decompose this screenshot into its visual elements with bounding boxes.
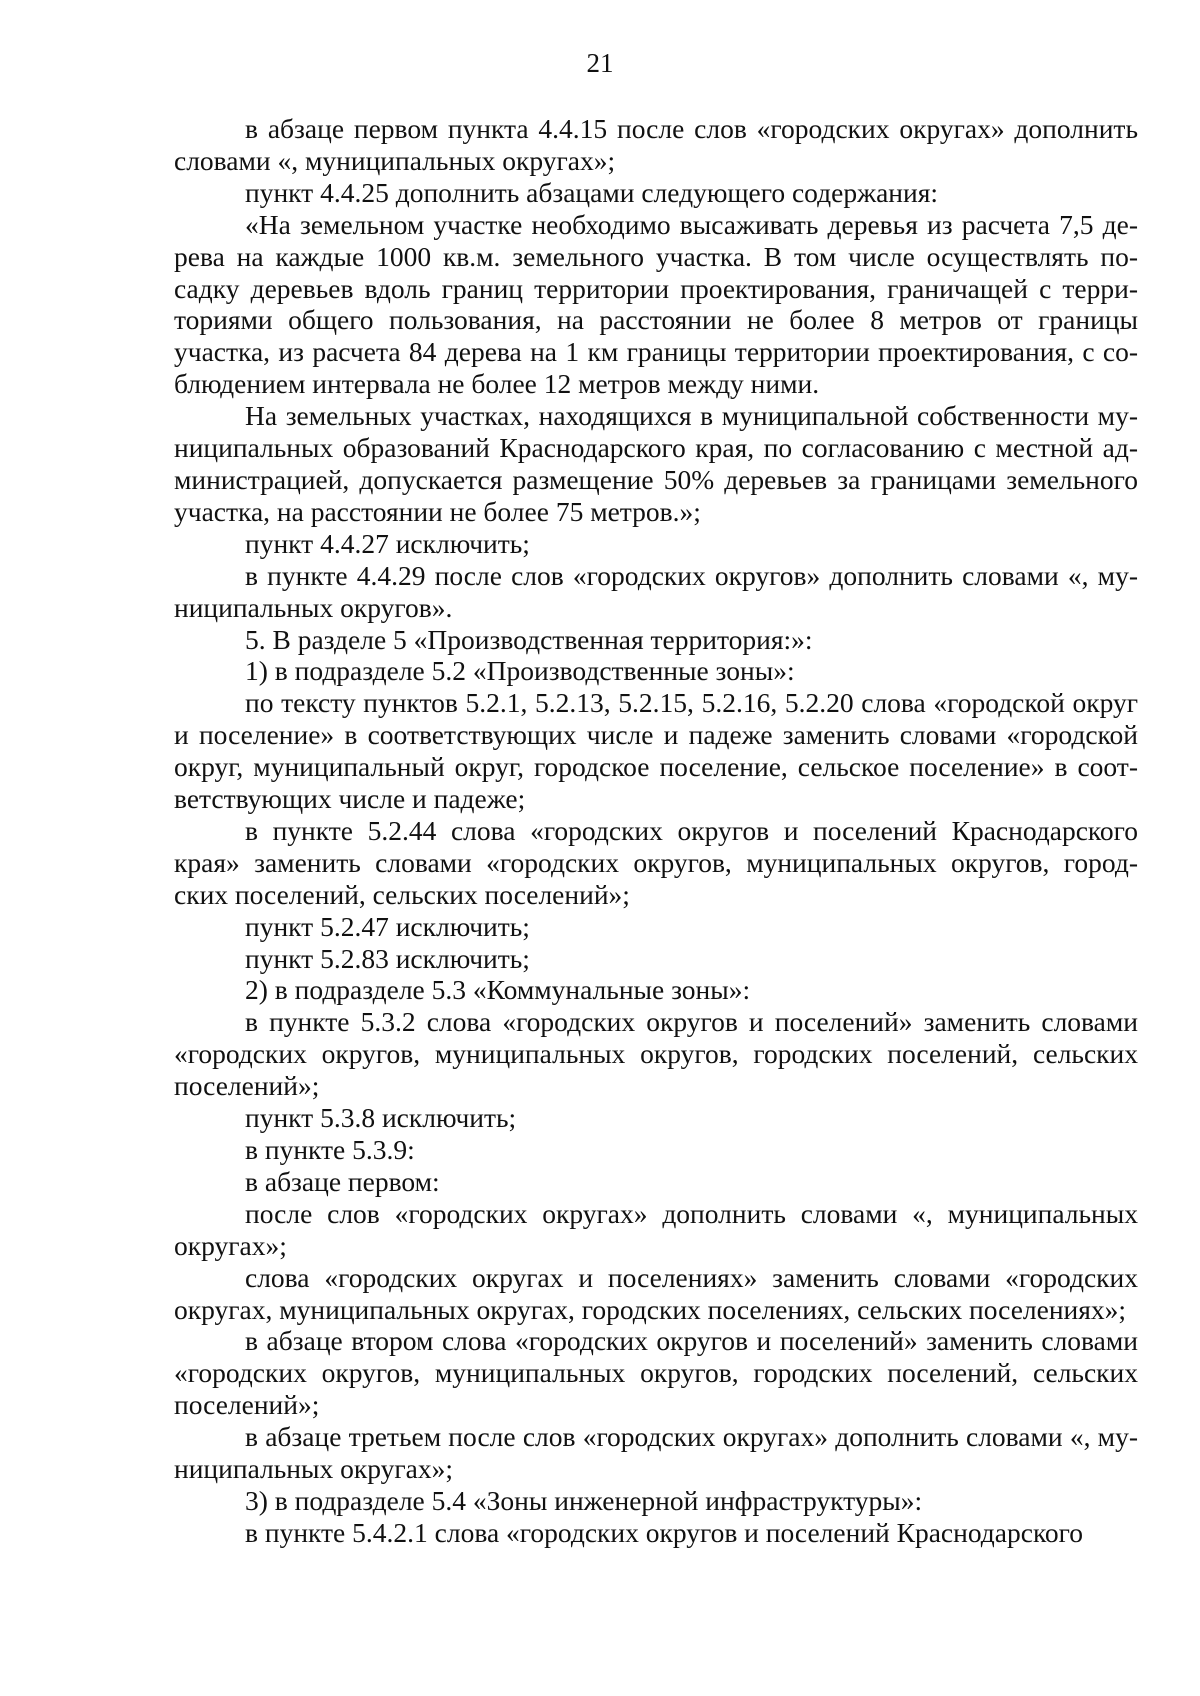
text-line: «городских округов, муниципальных округов, городских поселений, сельских: [174, 1357, 1138, 1389]
text-line: слова «городских округах и поселениях» заменить словами «городских: [245, 1261, 1138, 1293]
text-line: На земельных участках, находящихся в муниципальной собственности му-: [245, 400, 1138, 432]
text-line: пункт 5.3.8 исключить;: [245, 1102, 517, 1134]
text-line: в пункте 5.3.9:: [245, 1134, 415, 1165]
text-line: пункт 4.4.27 исключить;: [245, 527, 530, 559]
text-line: в абзаце первом:: [245, 1165, 440, 1197]
paragraph: [174, 528, 1138, 560]
text-line: словами «, муниципальных округах»;: [174, 144, 616, 176]
text-line: в абзаце третьем после слов «городских округах» дополнить словами «, му-: [245, 1421, 1138, 1453]
text-line: в пункте 5.3.2 слова «городских округов и поселений» заменить словами: [245, 1006, 1138, 1038]
paragraph: [174, 1102, 1138, 1134]
text-line: ниципальных образований Краснодарского края, по согласованию с местной ад-: [174, 432, 1138, 464]
paragraph: [174, 943, 1138, 975]
text-line: ветствующих числе и падеже;: [174, 783, 526, 815]
text-line: в абзаце втором слова «городских округов и поселений» заменить словами: [245, 1325, 1138, 1357]
text-line: министрацией, допускается размещение 50% деревьев за границами земельного: [174, 463, 1138, 495]
text-line: 5. В разделе 5 «Производственная территория:»:: [245, 623, 813, 655]
page-number: 21: [586, 48, 614, 78]
paragraph: [174, 560, 1138, 624]
text-line: края» заменить словами «городских округов, муниципальных округов, город-: [174, 846, 1138, 878]
text-line: после слов «городских округах» дополнить словами «, муниципальных: [245, 1197, 1138, 1229]
paragraph: [174, 1517, 1138, 1549]
paragraph: [174, 400, 1138, 528]
text-line: округах»;: [174, 1229, 287, 1261]
text-line: садку деревьев вдоль границ территории проектирования, граничащей с терри-: [174, 272, 1138, 304]
text-line: 2) в подразделе 5.3 «Коммунальные зоны»:: [245, 974, 751, 1006]
text-line: рева на каждые 1000 кв.м. земельного участка. В том числе осуществлять по-: [174, 240, 1138, 272]
text-line: округ, муниципальный округ, городское поселение, сельское поселение» в соот-: [174, 751, 1138, 783]
paragraph: [174, 655, 1138, 687]
text-line: пункт 5.2.83 исключить;: [245, 942, 530, 974]
paragraph: [174, 1485, 1138, 1517]
text-line: блюдением интервала не более 12 метров между ними.: [174, 368, 820, 400]
paragraph: [174, 687, 1138, 815]
text-line: пункт 4.4.25 дополнить абзацами следующего содержания:: [245, 176, 939, 208]
text-line: по тексту пунктов 5.2.1, 5.2.13, 5.2.15, 5.2.16, 5.2.20 слова «городской округ: [245, 687, 1138, 719]
text-line: и поселение» в соответствующих числе и падеже заменить словами «городской: [174, 719, 1138, 751]
text-line: участка, на расстоянии не более 75 метров.»;: [174, 495, 701, 527]
text-line: ских поселений, сельских поселений»;: [174, 878, 630, 910]
text-line: пункт 5.2.47 исключить;: [245, 910, 530, 942]
paragraph: [174, 1421, 1138, 1485]
text-line: поселений»;: [174, 1070, 320, 1102]
text-line: округах, муниципальных округах, городских поселениях, сельских поселениях»;: [174, 1293, 1127, 1325]
text-line: «городских округов, муниципальных округов, городских поселений, сельских: [174, 1038, 1138, 1070]
paragraph: [174, 1166, 1138, 1198]
text-line: участка, из расчета 84 дерева на 1 км границы территории проектирования, с со-: [174, 336, 1138, 368]
paragraph: [174, 974, 1138, 1006]
text-line: поселений»;: [174, 1389, 320, 1421]
paragraph: [174, 113, 1138, 177]
text-line: ниципальных округах»;: [174, 1453, 453, 1485]
paragraph: [174, 624, 1138, 656]
text-line: ториями общего пользования, на расстоянии не более 8 метров от границы: [174, 304, 1138, 336]
text-line: 1) в подразделе 5.2 «Производственные зоны»:: [245, 655, 795, 687]
text-line: в пункте 5.2.44 слова «городских округов и поселений Краснодарского: [245, 814, 1138, 846]
paragraph: [174, 177, 1138, 209]
paragraph: [174, 911, 1138, 943]
text-line: «На земельном участке необходимо высаживать деревья из расчета 7,5 де-: [245, 208, 1138, 240]
text-line: в пункте 5.4.2.1 слова «городских округов и поселений Краснодарского: [245, 1516, 1084, 1548]
text-line: в пункте 4.4.29 после слов «городских округов» дополнить словами «, му-: [245, 559, 1138, 591]
paragraph: [174, 815, 1138, 911]
paragraph: [174, 1134, 1138, 1166]
paragraph: [174, 1006, 1138, 1102]
document-body: [174, 113, 1138, 1549]
text-line: 3) в подразделе 5.4 «Зоны инженерной инфраструктуры»:: [245, 1484, 923, 1516]
paragraph: [174, 209, 1138, 400]
text-line: ниципальных округов».: [174, 591, 453, 623]
text-line: в абзаце первом пункта 4.4.15 после слов «городских округах» дополнить: [245, 113, 1138, 144]
paragraph: [174, 1325, 1138, 1421]
paragraph: [174, 1198, 1138, 1262]
paragraph: [174, 1262, 1138, 1326]
